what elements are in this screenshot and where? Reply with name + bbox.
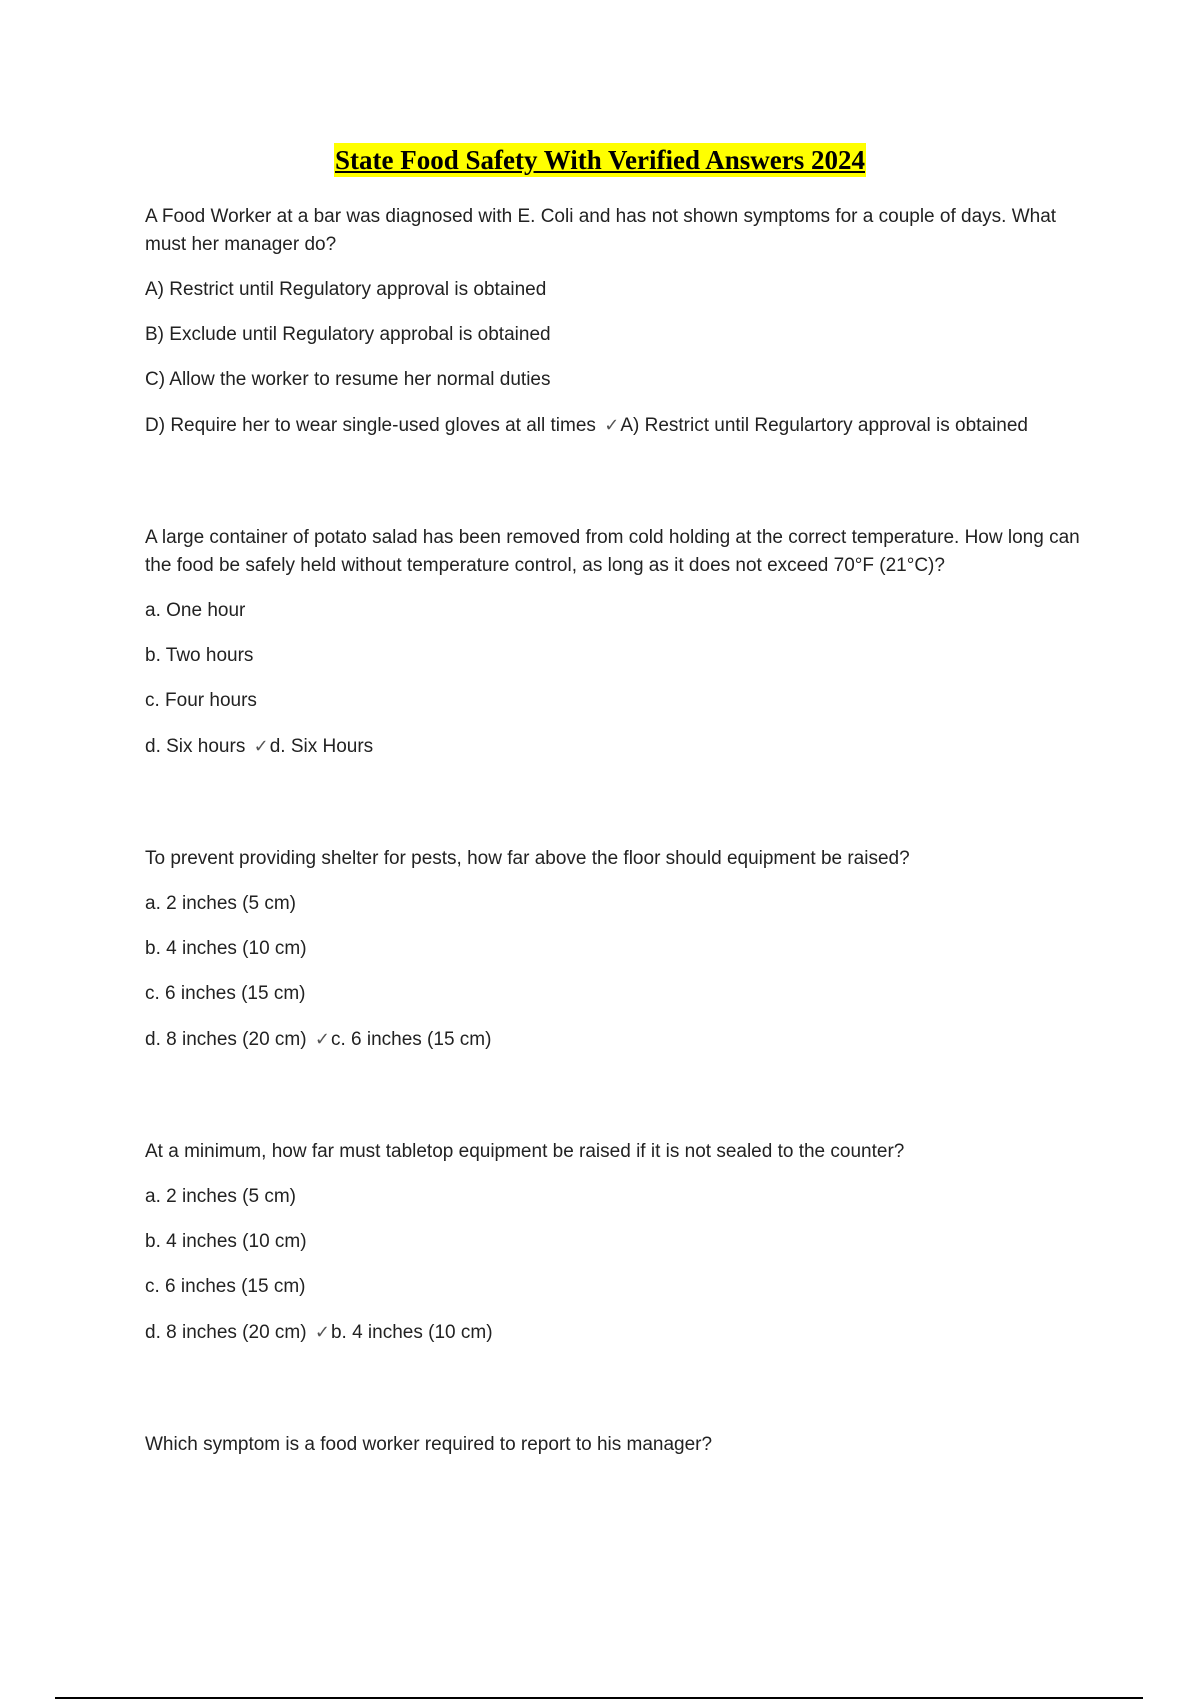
option-a: a. One hour [145,600,246,621]
option-a: a. 2 inches (5 cm) [145,893,296,914]
option-d-with-answer [145,411,1095,440]
question-5 [145,1431,1095,1459]
option-d-with-answer [145,732,1095,761]
verified-answer: c. 6 inches (15 cm) [330,1029,492,1050]
verified-answer: A) Restrict until Regulartory approval is obtained [620,415,1028,436]
option-c: c. 6 inches (15 cm) [145,1276,306,1297]
document-title: State Food Safety With Verified Answers 2024 [334,145,865,175]
option-b: b. 4 inches (10 cm) [145,1231,307,1252]
option-c: c. 6 inches (15 cm) [145,983,306,1004]
question-3 [145,845,1095,1054]
option-a: A) Restrict until Regulatory approval is obtained [145,279,547,300]
option-c: c. Four hours [145,690,257,711]
check-icon: ✓ [604,415,620,435]
option-d: d. Six hours [145,736,246,757]
option-d-with-answer [145,1025,1095,1054]
option-d-with-answer [145,1318,1095,1347]
question-text: To prevent providing shelter for pests, how far above the floor should equipment be raised? [145,848,910,869]
option-b: b. 4 inches (10 cm) [145,938,307,959]
option-c: C) Allow the worker to resume her normal duties [145,369,551,390]
question-list [145,203,1095,1543]
check-icon: ✓ [314,1029,330,1049]
option-b: b. Two hours [145,645,254,666]
question-2 [145,524,1095,761]
title-wrap [0,143,1200,177]
option-a: a. 2 inches (5 cm) [145,1186,296,1207]
check-icon: ✓ [253,736,269,756]
question-4 [145,1138,1095,1347]
question-text: A large container of potato salad has been removed from cold holding at the correct temperature. How long can the food be safely held without temperature control, as long as it does not exceed 70°F (21°C)? [145,527,1080,576]
option-d: d. 8 inches (20 cm) [145,1029,307,1050]
question-text: At a minimum, how far must tabletop equipment be raised if it is not sealed to the counter? [145,1141,905,1162]
footer-divider [55,1697,1143,1699]
question-text: A Food Worker at a bar was diagnosed with E. Coli and has not shown symptoms for a couple of days. What must her manager do? [145,206,1057,255]
verified-answer: b. 4 inches (10 cm) [330,1322,493,1343]
option-d: d. 8 inches (20 cm) [145,1322,307,1343]
question-1 [145,203,1095,440]
option-b: B) Exclude until Regulatory approbal is obtained [145,324,551,345]
check-icon: ✓ [314,1322,330,1342]
question-text: Which symptom is a food worker required to report to his manager? [145,1434,713,1455]
option-d: D) Require her to wear single-used gloves at all times [145,415,596,436]
verified-answer: d. Six Hours [269,736,374,757]
